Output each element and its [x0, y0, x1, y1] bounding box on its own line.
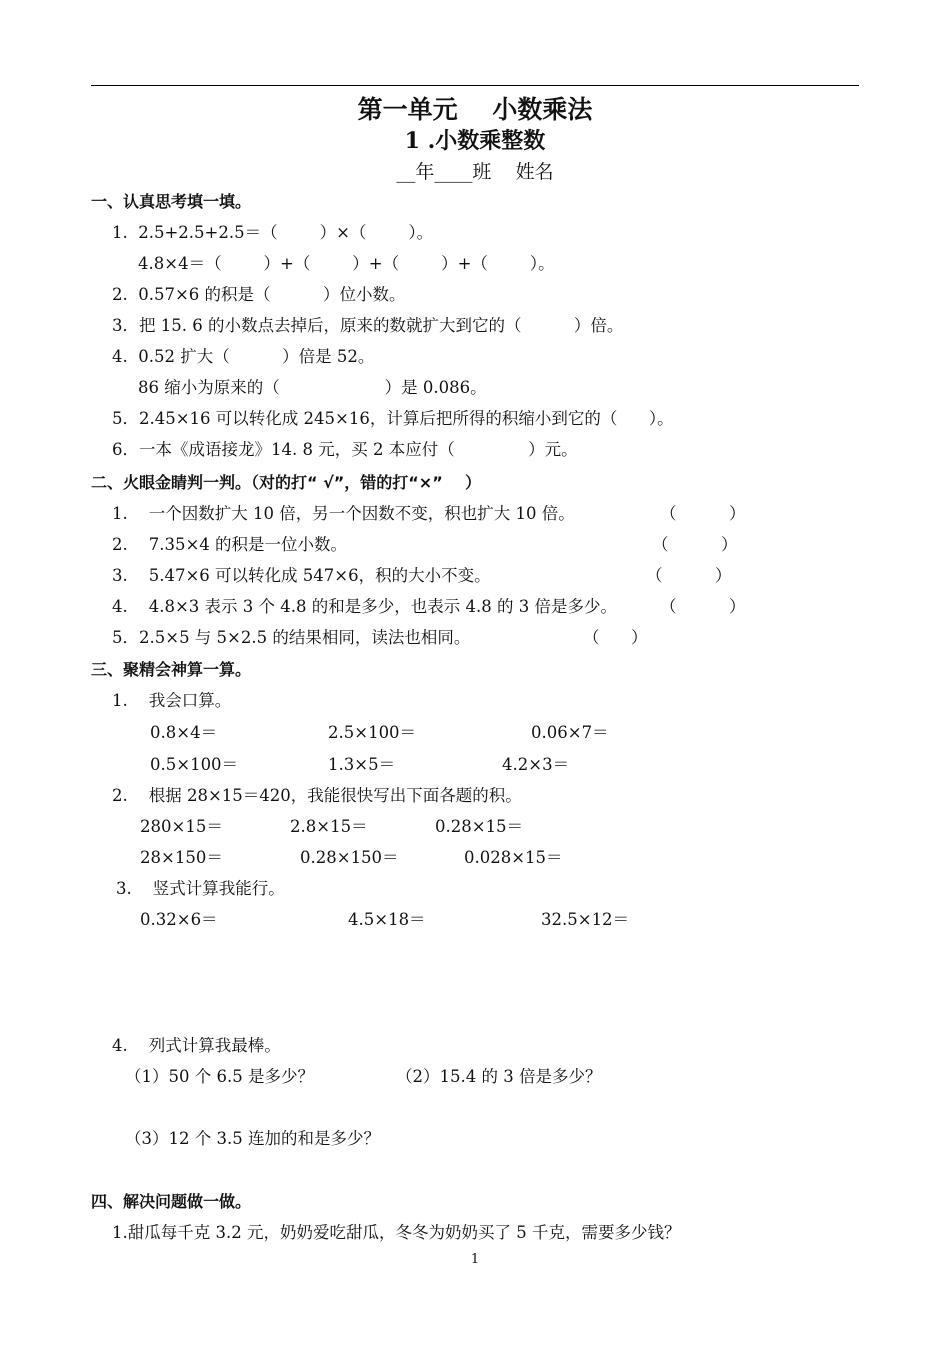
vertical-calc-problem: 4.5×18＝ — [348, 910, 426, 929]
s1-item: 86 缩小为原来的（ ）是 0.086。 — [138, 378, 487, 397]
section-3-heading: 三、聚精会神算一算。 — [91, 660, 252, 679]
s3-q2-label: 2. 根据 28×15＝420，我能很快写出下面各题的积。 — [112, 786, 522, 805]
s3-q1-label: 1. 我会口算。 — [112, 691, 232, 710]
s1-item: 3．把 15. 6 的小数点去掉后，原来的数就扩大到它的（ ）倍。 — [112, 316, 624, 335]
product-problem: 0.28×150＝ — [300, 848, 399, 867]
oral-problem: 0.5×100＝ — [150, 755, 239, 774]
product-problem: 0.28×15＝ — [435, 817, 524, 836]
answer-bracket: （ ） — [583, 628, 648, 647]
answer-bracket: （ ） — [646, 566, 732, 585]
page-number: 1 — [470, 1252, 480, 1267]
s1-item: 4. 0.52 扩大（ ）倍是 52。 — [112, 347, 375, 366]
s1-item: 4.8×4＝（ ）+（ ）+（ ）+（ ）。 — [138, 254, 555, 273]
section-2-heading: 二、火眼金睛判一判。（对的打“ √”，错的打“×” ） — [91, 473, 481, 492]
s2-item: 2. 7.35×4 的积是一位小数。 — [112, 535, 348, 554]
section-1-heading: 一、认真思考填一填。 — [91, 192, 252, 211]
product-problem: 28×150＝ — [140, 848, 223, 867]
section-4-heading: 四、解决问题做一做。 — [91, 1192, 252, 1211]
oral-problem: 0.06×7＝ — [531, 723, 609, 742]
word-problem: （3）12 个 3.5 连加的和是多少？ — [125, 1129, 380, 1148]
product-problem: 280×15＝ — [140, 817, 223, 836]
s1-item: 2. 0.57×6 的积是（ ）位小数。 — [112, 285, 406, 304]
oral-problem: 1.3×5＝ — [328, 755, 396, 774]
vertical-calc-problem: 32.5×12＝ — [541, 910, 630, 929]
oral-problem: 4.2×3＝ — [502, 755, 570, 774]
s2-item: 3. 5.47×6 可以转化成 547×6，积的大小不变。 — [112, 566, 491, 585]
word-problem: （1）50 个 6.5 是多少？ — [125, 1067, 314, 1086]
application-problem: 1.甜瓜每千克 3.2 元，奶奶爱吃甜瓜，冬冬为奶奶买了 5 千克，需要多少钱？ — [112, 1223, 681, 1242]
s1-item: 6．一本《成语接龙》14. 8 元，买 2 本应付（ ）元。 — [112, 440, 578, 459]
s1-item: 5．2.45×16 可以转化成 245×16，计算后把所得的积缩小到它的（ ）。 — [112, 409, 674, 428]
header-rule — [91, 85, 859, 86]
s2-item: 1. 一个因数扩大 10 倍，另一个因数不变，积也扩大 10 倍。 — [112, 504, 575, 523]
product-problem: 2.8×15＝ — [290, 817, 368, 836]
s3-q4-label: 4. 列式计算我最棒。 — [112, 1036, 281, 1055]
word-problem: （2）15.4 的 3 倍是多少？ — [396, 1067, 602, 1086]
name-line: __年____班 姓名 — [396, 161, 554, 183]
s2-item: 5．2.5×5 与 5×2.5 的结果相同，读法也相同。 — [112, 628, 471, 647]
s1-item: 1. 2.5+2.5+2.5＝（ ）×（ ）。 — [112, 223, 434, 242]
s2-item: 4. 4.8×3 表示 3 个 4.8 的和是多少，也表示 4.8 的 3 倍是多少。 — [112, 597, 617, 616]
answer-bracket: （ ） — [652, 535, 738, 554]
oral-problem: 2.5×100＝ — [328, 723, 417, 742]
answer-bracket: （ ） — [660, 504, 746, 523]
answer-bracket: （ ） — [660, 597, 746, 616]
vertical-calc-problem: 0.32×6＝ — [140, 910, 218, 929]
lesson-subtitle: 1 .小数乘整数 — [404, 128, 546, 154]
s3-q3-label: 3. 竖式计算我能行。 — [116, 879, 285, 898]
product-problem: 0.028×15＝ — [464, 848, 563, 867]
oral-problem: 0.8×4＝ — [150, 723, 218, 742]
page-title: 第一单元 小数乘法 — [357, 95, 593, 124]
